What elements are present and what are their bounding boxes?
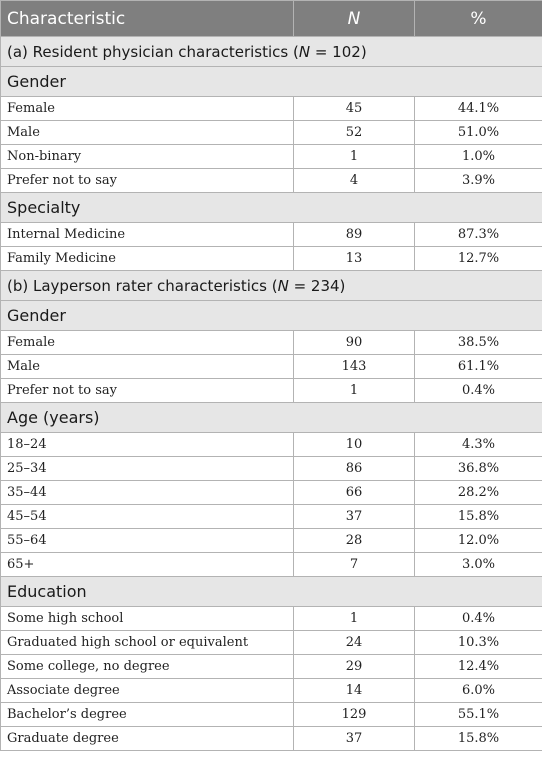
table-row (1, 145, 542, 169)
group-label: Gender (1, 301, 542, 331)
group-header-row (1, 193, 542, 223)
row-percent: 36.8% (415, 457, 542, 481)
section-header-row (1, 37, 542, 67)
group-header-row (1, 67, 542, 97)
group-label: Education (1, 577, 542, 607)
table-body (1, 37, 542, 751)
row-percent: 44.1% (415, 97, 542, 121)
row-count: 13 (294, 247, 415, 271)
table-row (1, 529, 542, 553)
group-header-row (1, 403, 542, 433)
table-row (1, 481, 542, 505)
row-count: 129 (294, 703, 415, 727)
row-label: 65+ (1, 553, 294, 577)
table-row (1, 655, 542, 679)
table-row (1, 457, 542, 481)
table-row (1, 379, 542, 403)
group-label: Specialty (1, 193, 542, 223)
row-count: 52 (294, 121, 415, 145)
row-label: 55–64 (1, 529, 294, 553)
table-row (1, 679, 542, 703)
row-label: Non-binary (1, 145, 294, 169)
row-count: 89 (294, 223, 415, 247)
row-label: 25–34 (1, 457, 294, 481)
row-percent: 28.2% (415, 481, 542, 505)
row-percent: 87.3% (415, 223, 542, 247)
row-label: 35–44 (1, 481, 294, 505)
section-title-n: N (298, 42, 311, 61)
row-percent: 51.0% (415, 121, 542, 145)
row-count: 66 (294, 481, 415, 505)
row-count: 28 (294, 529, 415, 553)
section-header-row (1, 271, 542, 301)
row-count: 90 (294, 331, 415, 355)
row-count: 1 (294, 607, 415, 631)
row-count: 37 (294, 727, 415, 751)
row-percent: 55.1% (415, 703, 542, 727)
table-row (1, 247, 542, 271)
table-row (1, 607, 542, 631)
row-count: 29 (294, 655, 415, 679)
row-percent: 15.8% (415, 505, 542, 529)
section-title (1, 271, 542, 301)
row-percent: 61.1% (415, 355, 542, 379)
table-row (1, 97, 542, 121)
group-header-row (1, 577, 542, 607)
row-percent: 38.5% (415, 331, 542, 355)
row-label: Some high school (1, 607, 294, 631)
section-title-prefix: (b) Layperson rater characteristics ( (7, 276, 278, 295)
row-percent: 10.3% (415, 631, 542, 655)
table-row (1, 355, 542, 379)
row-count: 45 (294, 97, 415, 121)
header-characteristic: Characteristic (1, 1, 294, 37)
row-percent: 4.3% (415, 433, 542, 457)
row-percent: 12.0% (415, 529, 542, 553)
row-count: 86 (294, 457, 415, 481)
row-label: Family Medicine (1, 247, 294, 271)
row-percent: 3.9% (415, 169, 542, 193)
row-label: Prefer not to say (1, 379, 294, 403)
table-row (1, 553, 542, 577)
group-header-row (1, 301, 542, 331)
row-percent: 1.0% (415, 145, 542, 169)
row-label: Female (1, 97, 294, 121)
row-label: Female (1, 331, 294, 355)
row-label: Graduated high school or equivalent (1, 631, 294, 655)
row-percent: 12.7% (415, 247, 542, 271)
header-percent: % (415, 1, 542, 37)
row-label: Prefer not to say (1, 169, 294, 193)
row-percent: 12.4% (415, 655, 542, 679)
group-label: Age (years) (1, 403, 542, 433)
row-count: 7 (294, 553, 415, 577)
table-row (1, 121, 542, 145)
row-label: 18–24 (1, 433, 294, 457)
row-label: Graduate degree (1, 727, 294, 751)
row-count: 24 (294, 631, 415, 655)
table-row (1, 631, 542, 655)
row-count: 14 (294, 679, 415, 703)
table-row (1, 331, 542, 355)
row-percent: 3.0% (415, 553, 542, 577)
row-count: 143 (294, 355, 415, 379)
row-label: Bachelor’s degree (1, 703, 294, 727)
row-label: Internal Medicine (1, 223, 294, 247)
row-label: Male (1, 355, 294, 379)
section-title (1, 37, 542, 67)
row-label: Male (1, 121, 294, 145)
section-title-suffix: = 234) (288, 276, 346, 295)
row-percent: 15.8% (415, 727, 542, 751)
table-row (1, 433, 542, 457)
table-row (1, 169, 542, 193)
row-percent: 0.4% (415, 607, 542, 631)
row-label: Associate degree (1, 679, 294, 703)
group-label: Gender (1, 67, 542, 97)
section-title-n: N (277, 276, 289, 295)
header-row (1, 1, 542, 37)
row-label: 45–54 (1, 505, 294, 529)
row-count: 1 (294, 145, 415, 169)
row-label: Some college, no degree (1, 655, 294, 679)
row-count: 4 (294, 169, 415, 193)
row-count: 10 (294, 433, 415, 457)
table-row (1, 703, 542, 727)
section-title-prefix: (a) Resident physician characteristics ( (7, 42, 299, 61)
row-count: 1 (294, 379, 415, 403)
table-row (1, 223, 542, 247)
row-count: 37 (294, 505, 415, 529)
table-row (1, 505, 542, 529)
section-title-suffix: = 102) (310, 42, 367, 61)
row-percent: 6.0% (415, 679, 542, 703)
table-row (1, 727, 542, 751)
header-n: N (294, 1, 415, 37)
row-percent: 0.4% (415, 379, 542, 403)
